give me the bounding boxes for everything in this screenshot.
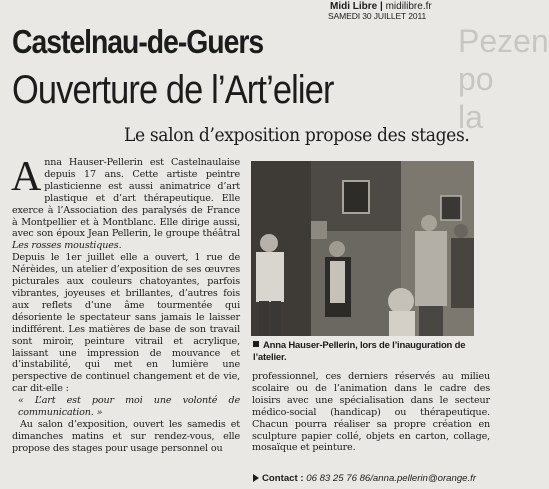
subhead: Le salon d’exposition propose des stages. <box>124 124 470 146</box>
paragraph-intro-end: . <box>118 240 122 252</box>
paragraph-stages-continued: professionnel, ces derniers réservés au milieu scolaire ou de l’animation dans le cadre des loisirs avec une spécialisation dans le secteur médico-social (handicap) ou thérapeutique. Chacun pourra réaliser sa propre création en sculpture papier collé, objets en carton, collage, mosaïque et peinture. <box>252 371 490 454</box>
caption-marker-icon <box>253 341 259 347</box>
paragraph-stages-text: Au salon d’exposition, ouvert les samedis et dimanches matins et sur rendez-vous, elle propose des stages pour usage personnel ou <box>12 418 240 454</box>
paragraph-workshop <box>12 252 240 419</box>
caption-text: Anna Hauser-Pellerin, lors de l’inauguration de l’atelier. <box>253 340 466 363</box>
contact-value: 06 83 25 76 86/anna.pellerin@orange.fr <box>306 473 477 484</box>
contact-label: Contact : <box>262 473 304 484</box>
newspaper-name: Midi Libre <box>330 1 378 12</box>
dropcap: A <box>11 154 42 200</box>
article-photo <box>251 161 474 336</box>
bleed-through-text: Pezen po la <box>458 23 549 135</box>
paragraph-workshop-text: Depuis le 1er juillet elle a ouvert, 1 rue de Nérèides, un atelier d’exposition de ses œuvres picturales aux couleurs chatoyantes, parfois vibrantes, joyeuses et brillantes, d’autres fois aux reflets d’une âme tourmentée qui désoriente le spectateur sans jamais le laisser indifférent. Les matières de base de son travail sont miroir, peinture vitrail et acrylique, laissant une impression de mouvance et d’instabilité, qui met en lumière une perspective de continuel changement et de vie, car dit-elle : <box>12 252 240 395</box>
article-column-right <box>252 371 490 454</box>
arrow-icon <box>253 474 259 482</box>
article-column-left <box>11 154 240 455</box>
masthead-brand: Midi Libre | midilibre.fr <box>330 1 432 12</box>
headline: Ouverture de l’Art’elier <box>12 68 334 112</box>
newspaper-site: midilibre.fr <box>385 1 432 12</box>
contact-line <box>253 473 476 484</box>
photo-caption <box>253 340 468 364</box>
masthead <box>328 1 498 21</box>
paragraph-stages <box>12 419 240 455</box>
kicker-location: Castelnau-de-Guers <box>12 23 264 60</box>
issue-date: SAMEDI 30 JUILLET 2011 <box>328 11 427 21</box>
paragraph-intro <box>11 154 240 252</box>
paragraph-intro-text: nna Hauser-Pellerin est Castelnaulaise depuis 17 ans. Cette artiste peintre plasticienne est aussi animatrice d’art plastique et d’art thérapeutique. Elle exerce à l’Association des paralysés de France à Montpellier et à Montblanc. Elle dirige aussi, avec son époux Jean Pellerin, le groupe théâtral <box>12 157 240 240</box>
artist-quote: « L’art est pour moi une volonté de communication. » <box>18 395 240 419</box>
theatre-group-name: Les rosses moustiques <box>12 240 119 252</box>
